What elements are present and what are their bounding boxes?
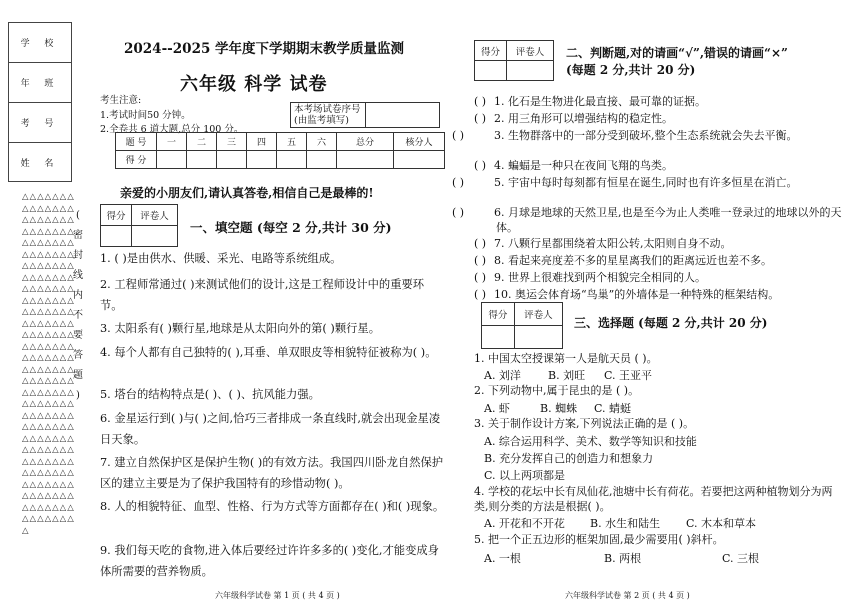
footer-page-2: 六年级科学试卷 第 2 页 ( 共 4 页 ) xyxy=(565,591,690,600)
seat-number-box xyxy=(290,102,440,128)
judge-question-2: ( ) 2. 用三角形可以增强结构的稳定性。 xyxy=(474,112,673,125)
note-2: 2.全卷共 6 道大题,总分 100 分。 xyxy=(100,124,244,135)
score-header-cell: 二 xyxy=(187,133,217,151)
choice-question-2: 2. 下列动物中,属于昆虫的是 ( )。 xyxy=(474,384,640,397)
judge-question-10: ( ) 10. 奥运会体育场“鸟巢”的外墙体是一种特殊的框架结构。 xyxy=(474,288,780,301)
class-label: 年 班 xyxy=(9,63,71,103)
score-blank[interactable] xyxy=(482,326,515,349)
fill-question-5: 5. 塔台的结构特点是( )、( )、抗风能力强。 xyxy=(100,388,320,401)
seal-line-text: ( 密 封 线 内 不 要 答 题 ) xyxy=(73,210,83,401)
judge-question-4: ( ) 4. 蝙蝠是一种只在夜间飞翔的鸟类。 xyxy=(474,159,673,172)
score-label: 得分 xyxy=(482,303,515,326)
student-info-box xyxy=(8,22,72,182)
score-header-cell: 核分人 xyxy=(394,133,445,151)
fill-question-4: 4. 每个人都有自己独特的( ),耳垂、单双眼皮等相貌特征被称为( )。 xyxy=(100,346,437,359)
score-cell[interactable] xyxy=(337,151,394,169)
section2-title-points: (每题 2 分,共计 20 分) xyxy=(566,63,696,77)
judge-question-1: ( ) 1. 化石是生物进化最直接、最可靠的证据。 xyxy=(474,95,706,108)
choice-2-option-a[interactable]: A. 虾 xyxy=(484,402,510,415)
section3-score-box xyxy=(481,302,563,349)
score-cell[interactable] xyxy=(247,151,277,169)
fill-question-3: 3. 太阳系有( )颗行星,地球是从太阳向外的第( )颗行星。 xyxy=(100,322,381,335)
judge-question-6: ( ) 6. 月球是地球的天然卫星,也是至今为止人类唯一登录过的地球以外的天体。 xyxy=(452,206,842,234)
choice-1-option-c[interactable]: C. 王亚平 xyxy=(604,369,653,382)
score-cell[interactable] xyxy=(157,151,187,169)
score-header-cell: 总分 xyxy=(337,133,394,151)
score-cell[interactable] xyxy=(187,151,217,169)
choice-4-option-b[interactable]: B. 水生和陆生 xyxy=(590,517,661,530)
score-table xyxy=(115,132,445,169)
exam-title: 2024--2025 学年度下学期期末教学质量监测 xyxy=(124,41,405,57)
section3-title: 三、选择题 (每题 2 分,共计 20 分) xyxy=(574,316,768,330)
fill-question-7: 7. 建立自然保护区是保护生物( )的有效方法。我国四川卧龙自然保护区的建立主要是为了保护我国特有的珍惜动物( )。 xyxy=(100,456,444,490)
score-cell[interactable] xyxy=(217,151,247,169)
choice-5-option-c[interactable]: C. 三根 xyxy=(722,552,760,565)
score-label: 得分 xyxy=(475,41,507,61)
seat-number-label: 本考场试卷序号 (由监考填写) xyxy=(291,103,366,128)
choice-question-3: 3. 关于制作设计方案,下列说法正确的是 ( )。 xyxy=(474,417,695,430)
section1-title: 一、填空题 (每空 2 分,共计 30 分) xyxy=(190,220,392,235)
score-blank[interactable] xyxy=(475,61,507,81)
choice-3-option-a[interactable]: A. 综合运用科学、美术、数学等知识和技能 xyxy=(484,435,697,448)
score-header-cell: 一 xyxy=(157,133,187,151)
note-1: 1.考试时间50 分钟。 xyxy=(100,110,191,121)
score-cell[interactable] xyxy=(394,151,445,169)
footer-page-1: 六年级科学试卷 第 1 页 ( 共 4 页 ) xyxy=(215,591,340,600)
judge-question-5: ( ) 5. 宇宙中每时每刻都有恒星在诞生,同时也有许多恒星在消亡。 xyxy=(452,176,798,189)
choice-question-4: 4. 学校的花坛中长有凤仙花,池塘中长有荷花。若要把这两种植物划分为两类,则分类的方法是根据( )。 xyxy=(474,485,833,513)
choice-5-option-b[interactable]: B. 两根 xyxy=(604,552,642,565)
score-header-cell: 五 xyxy=(277,133,307,151)
choice-4-option-a[interactable]: A. 开花和不开花 xyxy=(484,517,565,530)
grader-blank[interactable] xyxy=(506,61,553,81)
seat-number-blank[interactable] xyxy=(366,103,440,128)
score-cell[interactable] xyxy=(307,151,337,169)
score-blank[interactable] xyxy=(101,226,132,247)
notes-title: 考生注意: xyxy=(100,95,142,106)
choice-3-option-c[interactable]: C. 以上两项都是 xyxy=(484,469,566,482)
exam-number-label: 考 号 xyxy=(9,103,71,143)
judge-question-8: ( ) 8. 看起来亮度差不多的星星离我们的距离远近也差不多。 xyxy=(474,254,772,267)
grader-label: 评卷人 xyxy=(506,41,553,61)
fill-question-9: 9. 我们每天吃的食物,进入体后要经过许许多多的( )变化,才能变成身体所需要的营养物质。 xyxy=(100,544,439,578)
score-cell[interactable] xyxy=(277,151,307,169)
score-header-cell: 题 号 xyxy=(116,133,157,151)
grader-blank[interactable] xyxy=(514,326,562,349)
score-label: 得分 xyxy=(101,205,132,226)
grader-blank[interactable] xyxy=(132,226,178,247)
score-header-cell: 六 xyxy=(307,133,337,151)
score-header-cell: 三 xyxy=(217,133,247,151)
motto: 亲爱的小朋友们,请认真答卷,相信自己是最棒的! xyxy=(120,186,374,200)
score-header-cell: 四 xyxy=(247,133,277,151)
seal-triangle-border: △△△△△△△△△△△△△△△△△△△△△△△△△△△△△△△△△△△△△△△△△△△△△△△△△△△△△△△△△△△△△△△△△△△△△△△△△△△△△△△△△△△△△△△△△△△△△△△△△△△△△△△△△△△△△△△△△△△△△△△△△△△△△△△△△△△△△△△△△△△△△△△△△△△△△△△△△△△△△△△△△△△△△△△△△△△△△△△△△△△△△△△△△△△△△△△△△△△△△△△△△△△△ xyxy=(22,192,75,536)
fill-question-6: 6. 金星运行到( )与( )之间,恰巧三者排成一条直线时,就会出现金星凌日天象。 xyxy=(100,412,441,446)
judge-question-9: ( ) 9. 世界上很难找到两个相貌完全相同的人。 xyxy=(474,271,706,284)
choice-5-option-a[interactable]: A. 一根 xyxy=(484,552,521,565)
judge-question-7: ( ) 7. 八颗行星都围绕着太阳公转,太阳则自身不动。 xyxy=(474,237,732,250)
exam-subtitle: 六年级 科学 试卷 xyxy=(180,74,328,95)
section1-score-box xyxy=(100,204,178,247)
choice-1-option-b[interactable]: B. 刘旺 xyxy=(548,369,586,382)
section2-score-box xyxy=(474,40,554,81)
fill-question-2: 2. 工程师常通过( )来测试他们的设计,这是工程师设计中的重要环节。 xyxy=(100,278,425,312)
choice-4-option-c[interactable]: C. 木本和草本 xyxy=(686,517,757,530)
grader-label: 评卷人 xyxy=(132,205,178,226)
judge-question-3: ( ) 3. 生物群落中的一部分受到破坏,整个生态系统就会失去平衡。 xyxy=(452,129,798,142)
grader-label: 评卷人 xyxy=(514,303,562,326)
choice-question-1: 1. 中国太空授课第一人是航天员 ( )。 xyxy=(474,352,658,365)
fill-question-8: 8. 人的相貌特征、血型、性格、行为方式等方面都存在( )和( )现象。 xyxy=(100,500,445,513)
score-row-label: 得 分 xyxy=(116,151,157,169)
choice-2-option-c[interactable]: C. 蜻蜓 xyxy=(594,402,632,415)
choice-1-option-a[interactable]: A. 刘洋 xyxy=(484,369,521,382)
school-label: 学 校 xyxy=(9,23,71,63)
section2-title: 二、判断题,对的请画“√”,错误的请画“×” xyxy=(566,46,788,60)
name-label: 姓 名 xyxy=(20,159,60,169)
choice-2-option-b[interactable]: B. 蜘蛛 xyxy=(540,402,578,415)
choice-3-option-b[interactable]: B. 充分发挥自己的创造力和想象力 xyxy=(484,452,654,465)
choice-question-5: 5. 把一个正五边形的框架加固,最少需要用( )斜杆。 xyxy=(474,533,724,546)
fill-question-1: 1. ( )是由供水、供暖、采光、电路等系统组成。 xyxy=(100,252,342,265)
